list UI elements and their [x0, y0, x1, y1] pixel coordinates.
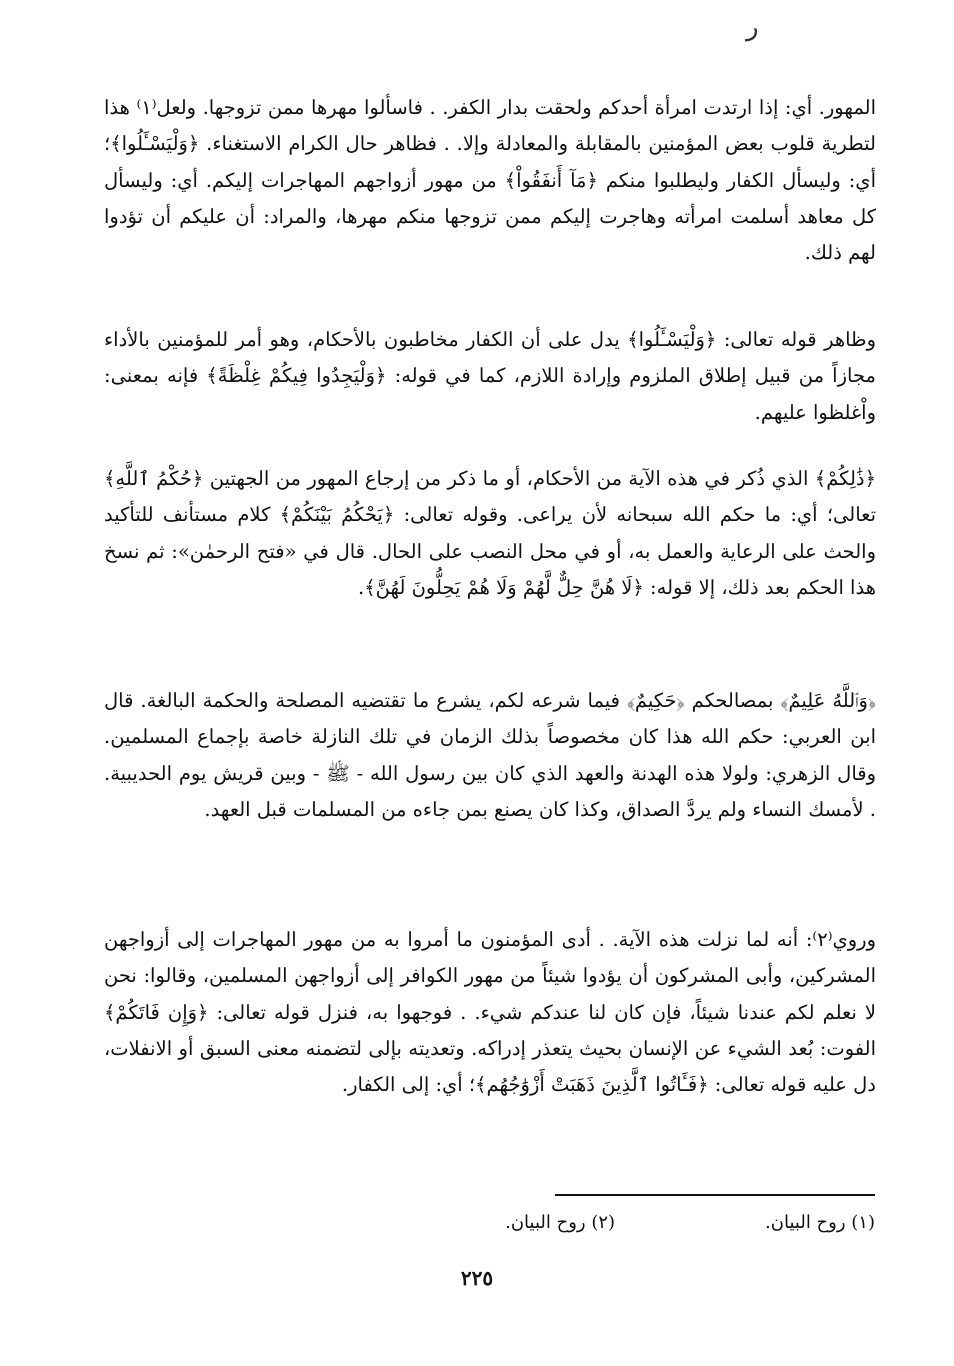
footnote-1: (١) روح البيان. — [765, 1212, 875, 1233]
corner-mark: ر — [746, 12, 759, 42]
footnotes — [300, 1208, 875, 1238]
paragraph-5 — [104, 922, 876, 1103]
paragraph-3 — [104, 461, 876, 606]
paragraph-2 — [104, 322, 876, 431]
paragraph-text: المهور. أي: إذا ارتدت امرأة أحدكم ولحقت بدار الكفر. . فاسألوا مهرها ممن تزوجها. ولعل⁽١⁾ هذا لتطرية قلوب بعض المؤمنين بالمقابلة والمعادلة وإلا. . فظاهر حال الكرام الاستغناء. ﴿وَلْيَسْـَٔلُوا﴾؛ أي: وليسأل الكفار وليطلبوا منكم ﴿مَآ أَنفَقُواْ﴾ من مهور أزواجهم المهاجرات إليكم. أي: وليسأل كل معاهد أسلمت امرأته وهاجرت إليكم ممن تزوجها منكم مهرها، والمراد: أن عليكم أن تؤدوا لهم ذلك. — [104, 96, 876, 265]
footnote-2: (٢) روح البيان. — [505, 1212, 616, 1233]
page-number: ٢٢٥ — [460, 1266, 494, 1290]
paragraph-text: وظاهر قوله تعالى: ﴿وَلْيَسْـَٔلُوا﴾ يدل على أن الكفار مخاطبون بالأحكام، وهو أمر للمؤمنين بالأداء مجازاً من قبيل إطلاق الملزوم وإرادة اللازم، كما في قوله: ﴿وَلْيَجِدُوا فِيكُمْ غِلْظَةً﴾ فإنه بمعنى: واْغلظوا عليهم. — [104, 328, 876, 424]
paragraph-1 — [104, 90, 876, 271]
paragraph-text: ﴿وَٱللَّهُ عَلِيمٌ﴾ بمصالحكم ﴿حَكِيمٌ﴾ فيما شرعه لكم، يشرع ما تقتضيه المصلحة والحكمة البالغة. قال ابن العربي: حكم الله هذا كان مخصوصاً بذلك الزمان في تلك النازلة خاصة بإجماع المسلمين. وقال الزهري: ولولا هذه الهدنة والعهد الذي كان بين رسول الله - ﷺ - وبين قريش يوم الحديبية. . لأمسك النساء ولم يردَّ الصداق، وكذا كان يصنع بمن جاءه من المسلمات قبل العهد. — [104, 689, 876, 821]
paragraph-4 — [104, 683, 876, 828]
paragraph-text: وروي⁽٢⁾: أنه لما نزلت هذه الآية. . أدى المؤمنون ما أمروا به من مهور المهاجرات إلى أزواجهن المشركين، وأبى المشركون أن يؤدوا شيئاً من مهور الكوافر إلى أزواجهن المسلمين، وقالوا: نحن لا نعلم لكم عندنا شيئاً، فإن كان لنا عندكم شيء. . فوجهوا به، فنزل قوله تعالى: ﴿وَإِن فَاتَكُمْ﴾ الفوت: بُعد الشيء عن الإنسان بحيث يتعذر إدراكه. وتعديته بإلى لتضمنه معنى السبق أو الانفلات، دل عليه قوله تعالى: ﴿فَـَٔاتُوا ٱلَّذِينَ ذَهَبَتْ أَزْوَٰجُهُم﴾؛ أي: إلى الكفار. — [104, 928, 876, 1097]
paragraph-text: ﴿ذَٰلِكُمْ﴾ الذي ذُكر في هذه الآية من الأحكام، أو ما ذكر من إرجاع المهور من الجهتين ﴿حُكْمُ ٱللَّهِ﴾ تعالى؛ أي: ما حكم الله سبحانه لأن يراعى. وقوله تعالى: ﴿يَحْكُمُ بَيْنَكُمْ﴾ كلام مستأنف للتأكيد والحث على الرعاية والعمل به، أو في محل النصب على الحال. قال في «فتح الرحمٰن»: ثم نسخ هذا الحكم بعد ذلك، إلا قوله: ﴿لَا هُنَّ حِلٌّ لَّهُمْ وَلَا هُمْ يَحِلُّونَ لَهُنَّ﴾. — [104, 467, 876, 599]
footnote-divider — [555, 1194, 875, 1196]
